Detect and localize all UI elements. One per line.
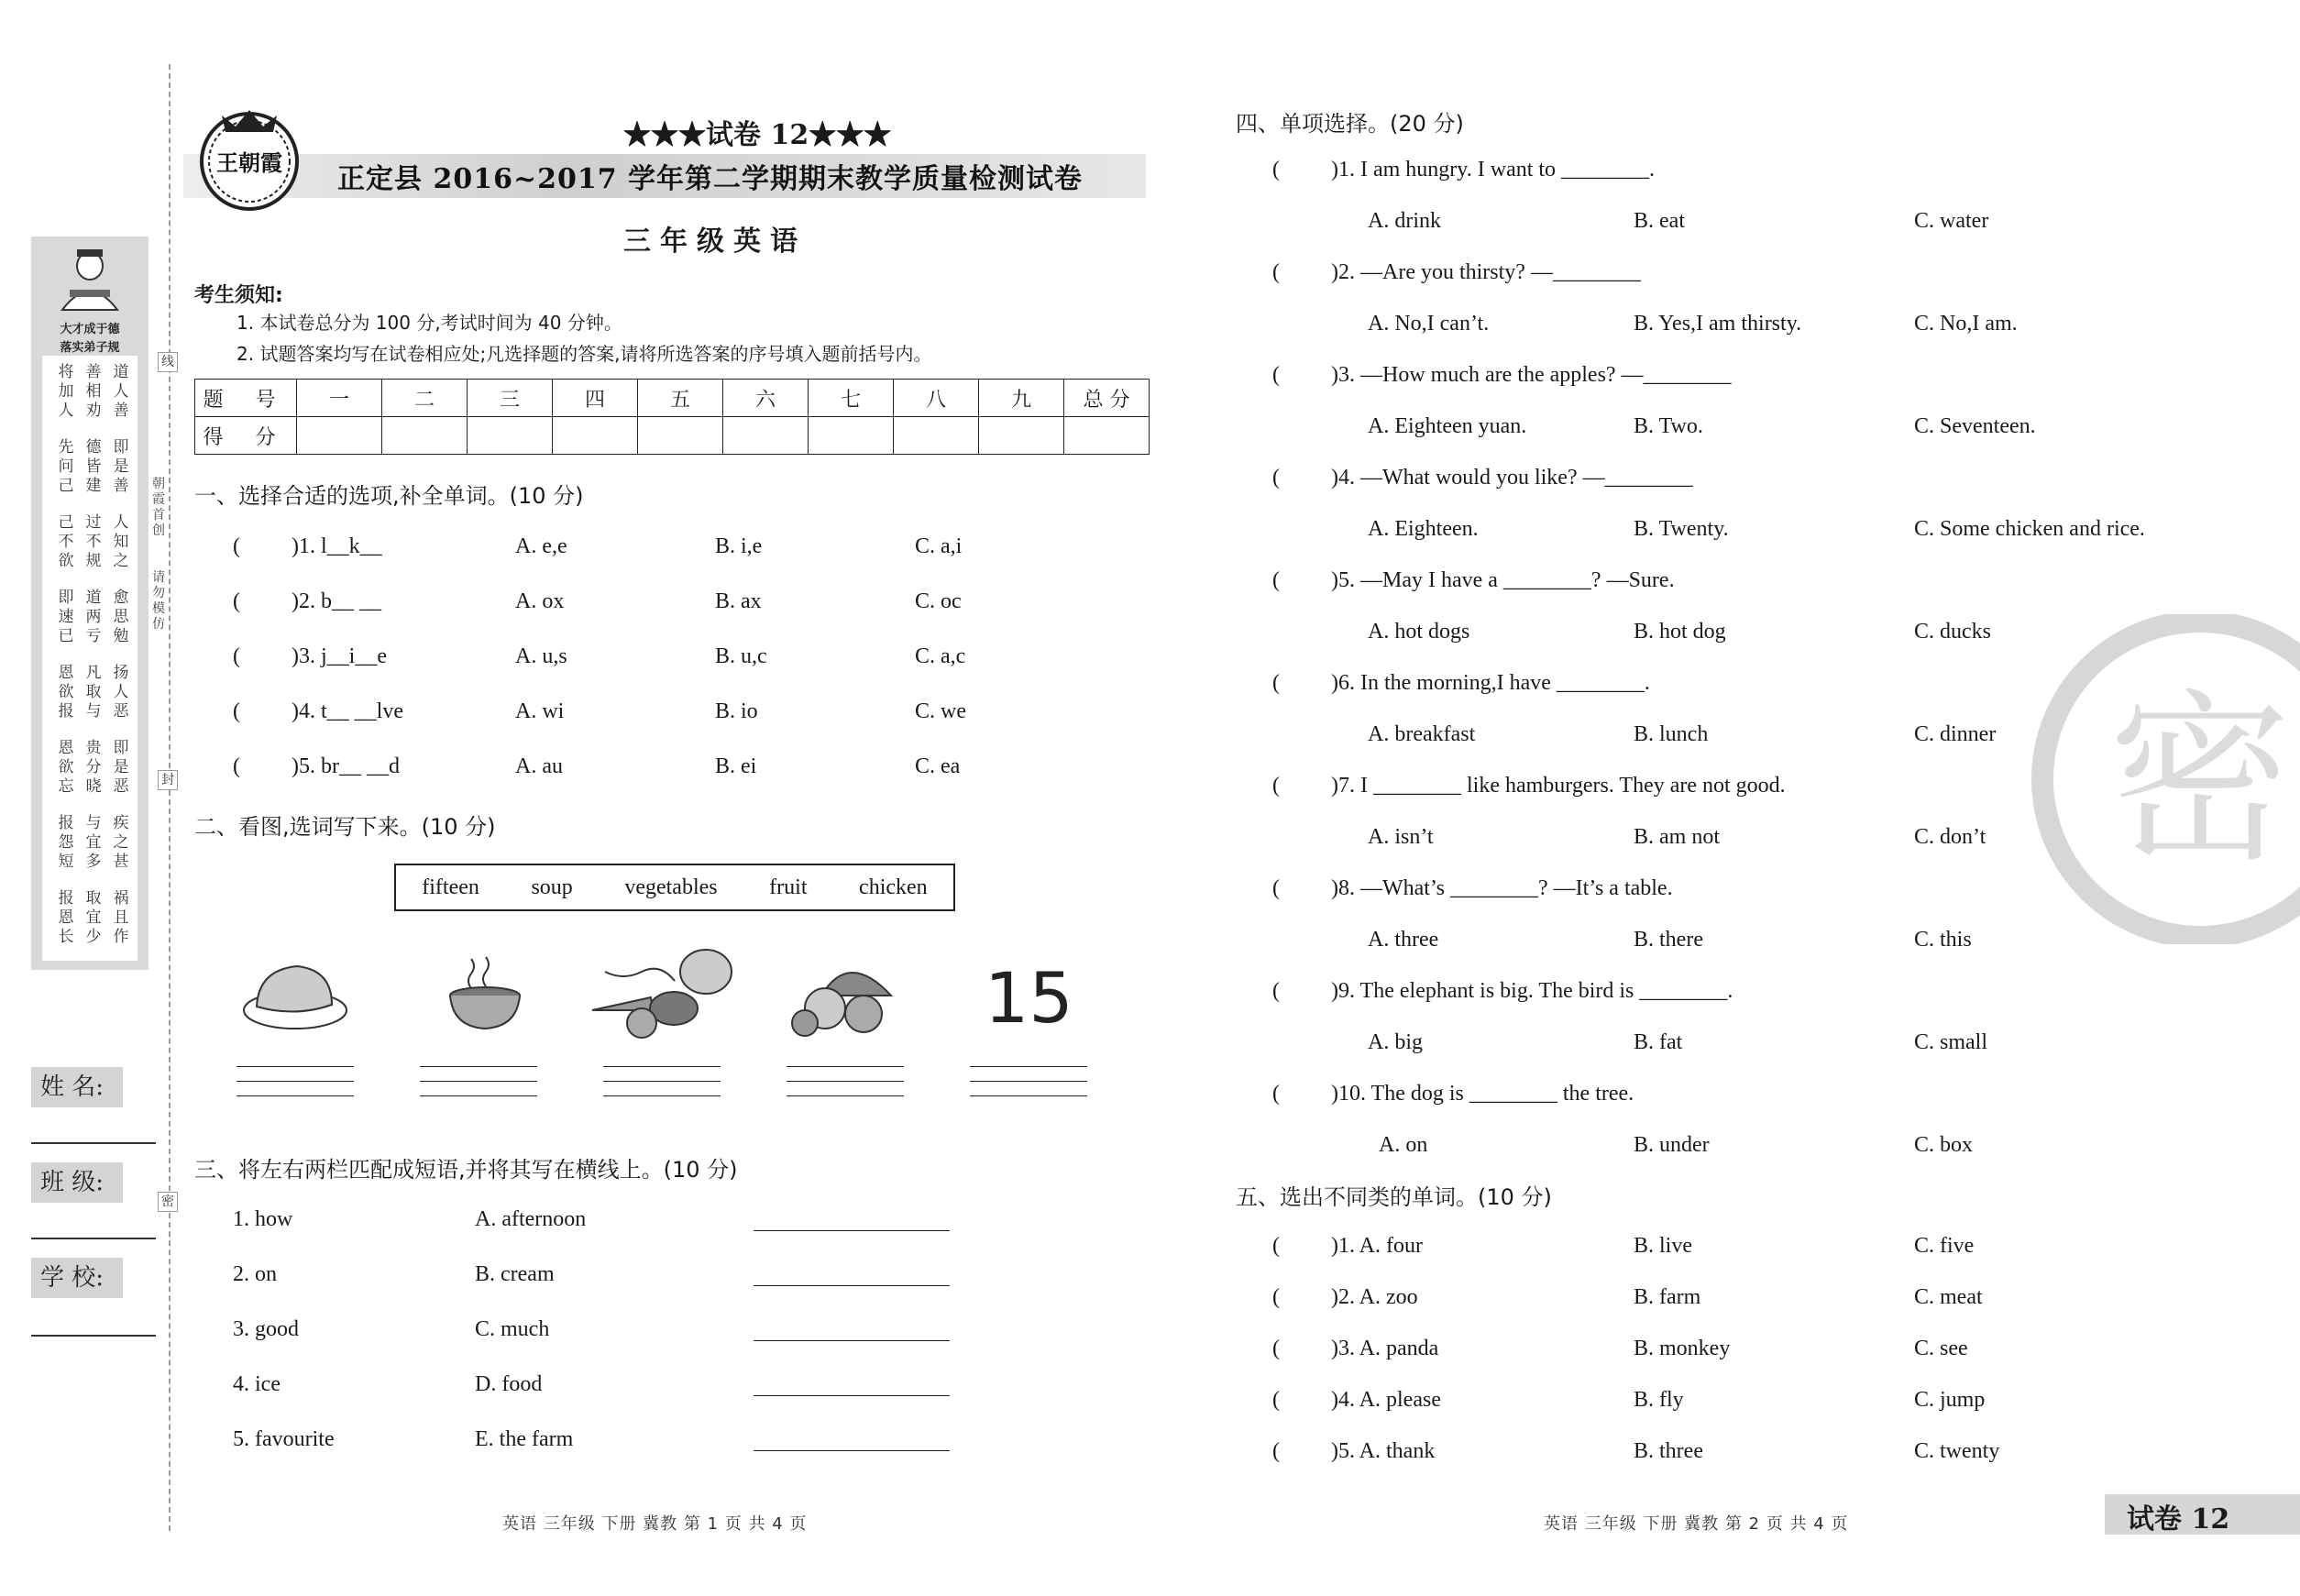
answer-line[interactable]	[787, 1095, 904, 1096]
paper-tag: ★★★试卷 12★★★	[623, 119, 892, 151]
answer-line[interactable]	[970, 1081, 1087, 1082]
s4-q5-stem: )5. —May I have a ________? —Sure.	[1331, 568, 1675, 592]
s1-q2-option-c: C. oc	[915, 589, 962, 613]
s4-q1-option-b: B. eat	[1634, 209, 1685, 233]
side-note-2: 请勿模仿	[152, 570, 165, 632]
motto-column: 报恩长	[58, 889, 74, 946]
motto-column: 凡取与	[85, 664, 102, 721]
s5-q5-option-c: C. twenty	[1914, 1439, 2000, 1463]
answer-line[interactable]	[603, 1095, 721, 1096]
s1-q4-stem: )4. t__ __lve	[292, 699, 403, 723]
motto-head-1: 大才成于德	[60, 323, 120, 336]
score-input-cell[interactable]	[468, 417, 553, 455]
s1-q5-option-b: B. ei	[715, 754, 757, 778]
motto-column: 人知之	[113, 513, 129, 570]
s4-q1-option-c: C. water	[1914, 209, 1989, 233]
seal-watermark	[2026, 614, 2300, 944]
s1-q3-option-a: A. u,s	[515, 644, 567, 668]
answer-line[interactable]	[420, 1066, 537, 1067]
s1-q1-option-c: C. a,i	[915, 534, 963, 558]
s5-q4-option-c: C. jump	[1914, 1388, 1986, 1412]
score-table	[194, 379, 1150, 455]
word-bank	[394, 864, 955, 911]
footer-left: 英语 三年级 下册 冀教 第 1 页 共 4 页	[502, 1514, 808, 1534]
motto-column: 疾之甚	[113, 814, 129, 871]
s4-q5-option-b: B. hot dog	[1634, 620, 1726, 644]
s4-q3-option-b: B. Two.	[1634, 414, 1703, 438]
s5-q1-option-b: B. live	[1634, 1234, 1692, 1258]
motto-column: 先问己	[58, 438, 74, 495]
motto-column: 己不欲	[58, 513, 74, 570]
score-cell: 四	[553, 380, 638, 417]
s4-q8-stem: )8. —What’s ________? —It’s a table.	[1331, 876, 1673, 900]
notice-line-2: 2. 试题答案均写在试卷相应处;凡选择题的答案,请将所选答案的序号填入题前括号内。	[237, 343, 932, 365]
s5-q5-paren[interactable]: (	[1272, 1439, 1280, 1463]
answer-line[interactable]	[420, 1095, 537, 1096]
s4-q10-stem: )10. The dog is ________ the tree.	[1331, 1082, 1634, 1106]
soup-picture-icon	[444, 953, 526, 1036]
s4-q9-option-b: B. fat	[1634, 1030, 1683, 1054]
word-bank-item: soup	[531, 875, 573, 899]
motto-column: 即速已	[58, 589, 74, 645]
s4-q4-option-a: A. Eighteen.	[1368, 517, 1479, 541]
s4-q2-stem: )2. —Are you thirsty? —________	[1331, 260, 1641, 284]
score-input-cell[interactable]	[553, 417, 638, 455]
motto-column: 恩欲忘	[58, 739, 74, 796]
s4-q7-option-b: B. am not	[1634, 825, 1720, 849]
s5-q4-paren[interactable]: (	[1272, 1388, 1280, 1412]
s4-q9-option-c: C. small	[1914, 1030, 1988, 1054]
answer-line[interactable]	[237, 1095, 354, 1096]
class-field[interactable]	[31, 1238, 156, 1239]
s1-q4-option-c: C. we	[915, 699, 966, 723]
s4-q2-paren[interactable]: (	[1272, 260, 1280, 284]
fruit-picture-icon	[785, 950, 904, 1041]
school-label: 学 校:	[31, 1258, 123, 1298]
s4-q6-option-a: A. breakfast	[1368, 722, 1476, 746]
s5-q3-option-b: B. monkey	[1634, 1337, 1731, 1360]
s4-q1-paren[interactable]: (	[1272, 158, 1280, 182]
motto-column: 取宜少	[85, 889, 102, 946]
s4-q10-option-a: A. on	[1379, 1133, 1428, 1157]
chicken-picture-icon	[240, 953, 350, 1036]
s5-q5-option-b: B. three	[1634, 1439, 1703, 1463]
score-input-cell[interactable]	[979, 417, 1064, 455]
motto-column: 过不规	[85, 513, 102, 570]
s3-left-item: 4. ice	[233, 1372, 281, 1396]
score-cell: 二	[382, 380, 468, 417]
motto-column: 祸且作	[113, 889, 129, 946]
answer-line[interactable]	[237, 1066, 354, 1067]
score-cell: 题 号	[195, 380, 297, 417]
s5-q3-option-c: C. see	[1914, 1337, 1968, 1360]
subject-title: 三年级英语	[623, 226, 807, 258]
s3-right-item: E. the farm	[475, 1427, 574, 1451]
s1-q5-option-c: C. ea	[915, 754, 961, 778]
score-row-label: 得 分	[195, 417, 297, 455]
motto-column: 善相劝	[85, 363, 102, 420]
s4-q6-option-c: C. dinner	[1914, 722, 1997, 746]
number-15-picture: 15	[985, 957, 1073, 1039]
word-bank-item: fruit	[769, 875, 808, 899]
s4-q4-paren[interactable]: (	[1272, 466, 1280, 490]
motto-column: 道两亏	[85, 589, 102, 645]
s5-q4-stem: )4. A. please	[1331, 1388, 1441, 1412]
name-field[interactable]	[31, 1142, 156, 1144]
motto-head-2: 落实弟子规	[60, 341, 120, 355]
motto-text-area	[42, 356, 138, 961]
section5-title: 五、选出不同类的单词。(10 分)	[1236, 1184, 1552, 1210]
s5-q5-stem: )5. A. thank	[1331, 1439, 1436, 1463]
s3-right-item: C. much	[475, 1317, 550, 1341]
s1-q2-stem: )2. b__ __	[292, 589, 381, 613]
score-cell: 九	[979, 380, 1064, 417]
section3-title: 三、将左右两栏匹配成短语,并将其写在横线上。(10 分)	[194, 1157, 738, 1183]
score-cell: 七	[809, 380, 894, 417]
motto-column: 德皆建	[85, 438, 102, 495]
s3-left-item: 3. good	[233, 1317, 299, 1341]
s5-q4-option-b: B. fly	[1634, 1388, 1684, 1412]
score-input-cell[interactable]	[1064, 417, 1150, 455]
s4-q1-stem: )1. I am hungry. I want to ________.	[1331, 158, 1656, 182]
s5-q1-stem: )1. A. four	[1331, 1234, 1423, 1258]
score-cell: 八	[894, 380, 979, 417]
motto-column: 报怨短	[58, 814, 74, 871]
s1-q2-option-b: B. ax	[715, 589, 762, 613]
s5-q2-option-b: B. farm	[1634, 1285, 1701, 1309]
score-cell: 总 分	[1064, 380, 1150, 417]
motto-column: 道人善	[113, 363, 129, 420]
s4-q3-option-a: A. Eighteen yuan.	[1368, 414, 1527, 438]
answer-line[interactable]	[970, 1066, 1087, 1067]
s4-q2-option-a: A. No,I can’t.	[1368, 312, 1490, 336]
s4-q9-stem: )9. The elephant is big. The bird is ________.	[1331, 979, 1733, 1003]
s1-q1-paren[interactable]: (	[233, 534, 240, 558]
s4-q7-stem: )7. I ________ like hamburgers. They are not good.	[1331, 774, 1786, 798]
word-bank-item: vegetables	[624, 875, 718, 899]
margin-char-secret: 密	[158, 1192, 178, 1212]
s1-q2-paren[interactable]: (	[233, 589, 240, 613]
answer-line[interactable]	[787, 1066, 904, 1067]
s5-q1-option-c: C. five	[1914, 1234, 1975, 1258]
s4-q7-option-c: C. don’t	[1914, 825, 1986, 849]
answer-line[interactable]	[603, 1066, 721, 1067]
score-input-cell[interactable]	[723, 417, 809, 455]
s4-q8-option-a: A. three	[1368, 928, 1439, 952]
score-input-cell[interactable]	[297, 417, 382, 455]
s4-q6-stem: )6. In the morning,I have ________.	[1331, 671, 1650, 695]
s5-q1-paren[interactable]: (	[1272, 1234, 1280, 1258]
s1-q5-stem: )5. br__ __d	[292, 754, 400, 778]
section2-title: 二、看图,选词写下来。(10 分)	[194, 814, 496, 840]
score-table-score-row	[195, 417, 1150, 455]
answer-line[interactable]	[787, 1081, 904, 1082]
exam-title: 正定县 2016~2017 学年第二学期期末教学质量检测试卷	[337, 163, 1084, 195]
notice-line-1: 1. 本试卷总分为 100 分,考试时间为 40 分钟。	[237, 312, 622, 334]
motto-column: 将加人	[58, 363, 74, 420]
score-input-cell[interactable]	[894, 417, 979, 455]
section4-title: 四、单项选择。(20 分)	[1236, 111, 1464, 137]
notice-heading: 考生须知:	[194, 284, 283, 307]
s4-q3-paren[interactable]: (	[1272, 363, 1280, 387]
s4-q6-option-b: B. lunch	[1634, 722, 1709, 746]
score-input-cell[interactable]	[382, 417, 468, 455]
score-cell: 三	[468, 380, 553, 417]
score-cell: 六	[723, 380, 809, 417]
s3-left-item: 5. favourite	[233, 1427, 335, 1451]
s4-q4-option-c: C. Some chicken and rice.	[1914, 517, 2145, 541]
answer-line[interactable]	[237, 1081, 354, 1082]
logo-text: 王朝霞	[216, 149, 282, 176]
word-bank-item: fifteen	[422, 875, 479, 899]
footer-right: 英语 三年级 下册 冀教 第 2 页 共 4 页	[1544, 1514, 1849, 1534]
s4-q2-option-b: B. Yes,I am thirsty.	[1634, 312, 1802, 336]
s4-q8-paren[interactable]: (	[1272, 876, 1280, 900]
s5-q3-paren[interactable]: (	[1272, 1337, 1280, 1360]
s5-q2-paren[interactable]: (	[1272, 1285, 1280, 1309]
s1-q1-option-a: A. e,e	[515, 534, 567, 558]
motto-column: 即是恶	[113, 739, 129, 796]
seal-text: 密	[2107, 674, 2293, 887]
match-answer-line[interactable]	[754, 1285, 950, 1286]
s4-q9-paren[interactable]: (	[1272, 979, 1280, 1003]
s5-q2-stem: )2. A. zoo	[1331, 1285, 1418, 1309]
s4-q1-option-a: A. drink	[1368, 209, 1441, 233]
s1-q3-paren[interactable]: (	[233, 644, 240, 668]
margin-char-line: 线	[158, 352, 178, 372]
s4-q7-paren[interactable]: (	[1272, 774, 1280, 798]
s4-q6-paren[interactable]: (	[1272, 671, 1280, 695]
s4-q8-option-c: C. this	[1914, 928, 1972, 952]
s1-q3-option-c: C. a,c	[915, 644, 966, 668]
s5-q2-option-c: C. meat	[1914, 1285, 1983, 1309]
s4-q3-stem: )3. —How much are the apples? —________	[1331, 363, 1732, 387]
match-answer-line[interactable]	[754, 1340, 950, 1341]
s1-q3-option-b: B. u,c	[715, 644, 767, 668]
section1-title: 一、选择合适的选项,补全单词。(10 分)	[194, 483, 584, 509]
corner-tag: 试卷 12	[2127, 1503, 2230, 1535]
motto-column: 贵分晓	[85, 739, 102, 796]
s4-q9-option-a: A. big	[1368, 1030, 1423, 1054]
s4-q2-option-c: C. No,I am.	[1914, 312, 2018, 336]
s1-q2-option-a: A. ox	[515, 589, 565, 613]
s3-right-item: B. cream	[475, 1262, 555, 1286]
vegetables-picture-icon	[587, 944, 743, 1045]
match-answer-line[interactable]	[754, 1395, 950, 1396]
s4-q10-option-b: B. under	[1634, 1133, 1710, 1157]
motto-column: 恩欲报	[58, 664, 74, 721]
s3-right-item: D. food	[475, 1372, 543, 1396]
answer-line[interactable]	[420, 1081, 537, 1082]
s4-q5-option-a: A. hot dogs	[1368, 620, 1470, 644]
s5-q3-stem: )3. A. panda	[1331, 1337, 1439, 1360]
scholar-figure-icon	[53, 246, 127, 317]
name-label: 姓 名:	[31, 1067, 123, 1107]
s4-q5-paren[interactable]: (	[1272, 568, 1280, 592]
s1-q4-option-a: A. wi	[515, 699, 565, 723]
s1-q5-paren[interactable]: (	[233, 754, 240, 778]
s3-left-item: 2. on	[233, 1262, 277, 1286]
s4-q5-option-c: C. ducks	[1914, 620, 1991, 644]
school-field[interactable]	[31, 1335, 156, 1337]
score-table-header-row	[195, 380, 1150, 417]
s4-q10-paren[interactable]: (	[1272, 1082, 1280, 1106]
s3-left-item: 1. how	[233, 1207, 293, 1231]
s1-q4-paren[interactable]: (	[233, 699, 240, 723]
answer-line[interactable]	[603, 1081, 721, 1082]
s4-q4-option-b: B. Twenty.	[1634, 517, 1729, 541]
match-answer-line[interactable]	[754, 1230, 950, 1231]
motto-column: 扬人恶	[113, 664, 129, 721]
s4-q10-option-c: C. box	[1914, 1133, 1974, 1157]
s1-q1-option-b: B. i,e	[715, 534, 763, 558]
score-cell: 五	[638, 380, 723, 417]
s4-q8-option-b: B. there	[1634, 928, 1703, 952]
motto-column: 即是善	[113, 438, 129, 495]
publisher-logo	[194, 103, 304, 213]
s1-q1-stem: )1. l__k__	[292, 534, 382, 558]
margin-char-seal: 封	[158, 770, 178, 790]
score-input-cell[interactable]	[809, 417, 894, 455]
s4-q4-stem: )4. —What would you like? —________	[1331, 466, 1693, 490]
answer-line[interactable]	[970, 1095, 1087, 1096]
score-cell: 一	[297, 380, 382, 417]
s1-q4-option-b: B. io	[715, 699, 758, 723]
s1-q5-option-a: A. au	[515, 754, 563, 778]
motto-column: 愈思勉	[113, 589, 129, 645]
score-input-cell[interactable]	[638, 417, 723, 455]
motto-column: 与宜多	[85, 814, 102, 871]
s3-right-item: A. afternoon	[475, 1207, 587, 1231]
class-label: 班 级:	[31, 1162, 123, 1203]
s4-q7-option-a: A. isn’t	[1368, 825, 1434, 849]
s4-q3-option-c: C. Seventeen.	[1914, 414, 2036, 438]
match-answer-line[interactable]	[754, 1450, 950, 1451]
side-note-1: 朝霞首创	[152, 477, 165, 538]
motto-panel	[31, 237, 149, 970]
word-bank-item: chicken	[859, 875, 928, 899]
s1-q3-stem: )3. j__i__e	[292, 644, 387, 668]
binding-dashed-line	[169, 64, 171, 1531]
